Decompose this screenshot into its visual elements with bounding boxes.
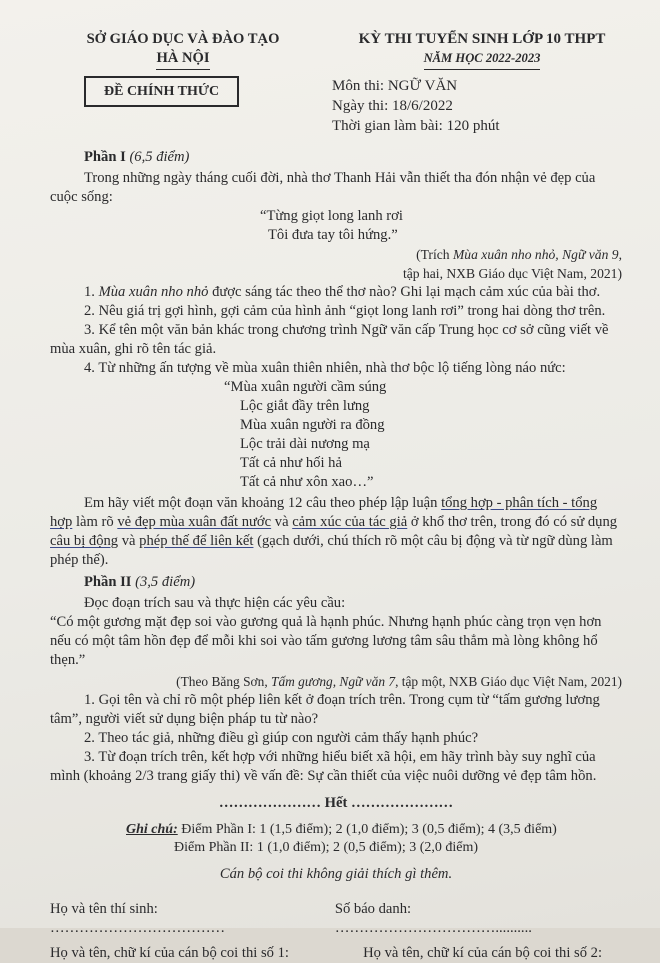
- part2-heading: Phần II (3,5 điểm): [84, 574, 196, 590]
- school-year: NĂM HỌC 2022-2023: [424, 49, 541, 70]
- candidate-number-field: Số báo danh: ……………………………..........: [334, 901, 532, 936]
- scoring-note: Ghi chú: Điểm Phần I: 1 (1,5 điểm); 2 (1,0 điểm); 3 (0,5 điểm); 4 (3,5 điểm) Điểm Phần II: 1 (1,0 điểm); 2 (0,5 điểm); 3 (2,0 điểm): [126, 822, 557, 855]
- part1-heading: Phần I (6,5 điểm): [84, 149, 190, 165]
- candidate-name-field: Họ và tên thí sinh: ………………………………: [50, 901, 226, 936]
- part1-quote: “Từng giọt long lanh rơi Tôi đưa tay tôi hứng.”: [260, 208, 403, 243]
- signature-row-2: [50, 944, 622, 963]
- part1-poem: “Mùa xuân người cầm súng Lộc giắt đầy trên lưng Mùa xuân người ra đồng Lộc trải dài nương mạ Tất cả như hối hả Tất cả như xôn xao…”: [224, 379, 387, 490]
- exam-subject: Môn thi: NGỮ VĂN: [332, 78, 458, 94]
- part1-question-1: 1. Mùa xuân nho nhỏ được sáng tác theo thể thơ nào? Ghi lại mạch cảm xúc của bài thơ.: [84, 284, 601, 300]
- invigilator-1-field: Họ và tên, chữ kí của cán bộ coi thi số 1:: [50, 945, 289, 961]
- exam-date: Ngày thi: 18/6/2022: [332, 98, 453, 114]
- invigilator-2-field: Họ và tên, chữ kí của cán bộ coi thi số 2:: [363, 945, 602, 961]
- part2-question-2: 2. Theo tác giả, những điều gì giúp con người cảm thấy hạnh phúc?: [84, 730, 479, 746]
- no-explanation-note: Cán bộ coi thi không giải thích gì thêm.: [219, 866, 453, 882]
- part2-intro: Đọc đoạn trích sau và thực hiện các yêu cầu:: [84, 595, 346, 611]
- department-city: HÀ NỘI: [156, 49, 209, 70]
- signature-row-1: [50, 900, 622, 938]
- part1-question-3: 3. Kể tên một văn bản khác trong chương trình Ngữ văn cấp Trung học cơ sở cũng viết về mùa xuân, ghi rõ tên tác giả.: [50, 322, 609, 357]
- part1-writing-task: Em hãy viết một đoạn văn khoảng 12 câu theo phép lập luận tổng hợp - phân tích - tổng hợp làm rõ vẻ đẹp mùa xuân đất nước và cảm xúc của tác giả ở khổ thơ trên, trong đó có sử dụng câu bị động và phép thế để liên kết (gạch dưới, chú thích rõ một câu bị động và từ ngữ dùng làm phép thế).: [50, 495, 618, 568]
- part1-citation: (Trích Mùa xuân nho nhỏ, Ngữ văn 9, tập hai, NXB Giáo dục Việt Nam, 2021): [402, 247, 622, 281]
- part2-question-3: 3. Từ đoạn trích trên, kết hợp với những hiểu biết xã hội, em hãy trình bày suy nghĩ của mình (khoảng 2/3 trang giấy thi) về vấn đề: Sự cần thiết của việc nuôi dưỡng vẻ đẹp tâm hồn.: [50, 749, 597, 784]
- end-marker: ………………… Hết …………………: [218, 795, 454, 811]
- part2-citation: (Theo Băng Sơn, Tấm gương, Ngữ văn 7, tập một, NXB Giáo dục Việt Nam, 2021): [176, 674, 622, 689]
- department-block: [68, 30, 298, 70]
- part1-question-4: 4. Từ những ấn tượng về mùa xuân thiên nhiên, nhà thơ bộc lộ tiếng lòng náo nức:: [84, 360, 566, 376]
- part1-question-2: 2. Nêu giá trị gợi hình, gợi cảm của hình ảnh “giọt long lanh rơi” trong hai dòng thơ trên.: [84, 303, 606, 319]
- exam-info-block: [332, 30, 632, 136]
- exam-header: [50, 30, 622, 180]
- official-stamp: ĐỀ CHÍNH THỨC: [84, 76, 239, 107]
- exam-title: KỲ THI TUYỂN SINH LỚP 10 THPT: [358, 31, 606, 47]
- part2-question-1: 1. Gọi tên và chỉ rõ một phép liên kết ở đoạn trích trên. Trong cụm từ “tấm gương lương tâm”, người viết sử dụng biện pháp tu từ nào?: [50, 692, 600, 727]
- department-name: SỞ GIÁO DỤC VÀ ĐÀO TẠO: [86, 31, 280, 47]
- part1-intro: Trong những ngày tháng cuối đời, nhà thơ Thanh Hải vẫn thiết tha đón nhận vẻ đẹp của cuộc sống:: [50, 170, 596, 205]
- part2-excerpt: “Có một gương mặt đẹp soi vào gương quả là hạnh phúc. Nhưng hạnh phúc càng trọn vẹn hơn nếu có một tâm hồn đẹp để mỗi khi soi vào tấm gương lương tâm sâu thẳm mà lòng không hổ thẹn.”: [50, 614, 602, 668]
- exam-duration: Thời gian làm bài: 120 phút: [332, 118, 500, 134]
